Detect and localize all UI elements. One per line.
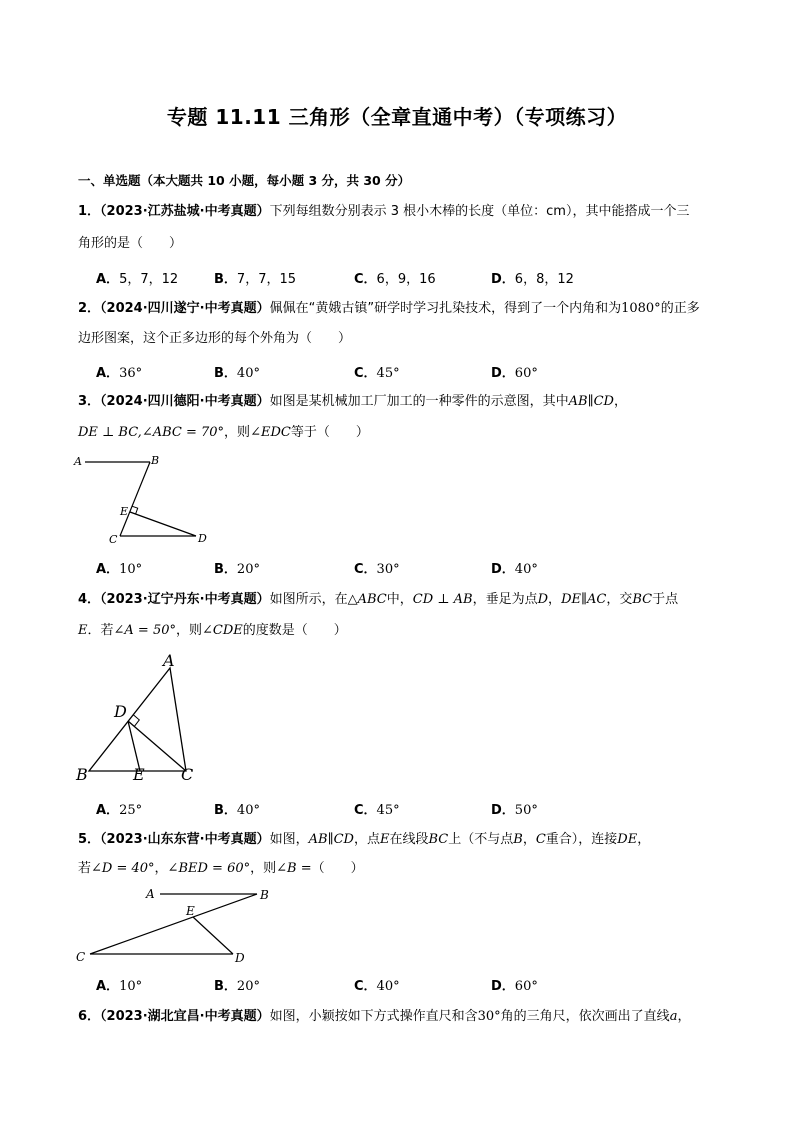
- segment-ed: [193, 917, 233, 954]
- option-d[interactable]: D．50°: [491, 803, 538, 818]
- label-e: E: [186, 904, 195, 918]
- label-b: B: [151, 454, 160, 467]
- label-c: C: [109, 533, 118, 546]
- question-number: 1．: [78, 204, 101, 219]
- section-heading: 一、单选题（本大题共 10 小题，每小题 3 分，共 30 分）: [78, 173, 411, 188]
- option-a[interactable]: A．10°: [96, 979, 143, 994]
- question-text: 下列每组数分别表示 3 根小木棒的长度（单位：cm），其中能搭成一个三: [269, 204, 690, 219]
- option-c[interactable]: C．45°: [354, 803, 400, 818]
- option-b[interactable]: B．7，7，15: [214, 272, 297, 287]
- label-e: E: [133, 765, 145, 784]
- option-a[interactable]: A．5，7，12: [96, 272, 179, 287]
- segment-bc: [120, 462, 150, 536]
- question-5-figure: [70, 882, 280, 968]
- label-d: D: [198, 532, 207, 545]
- question-3-line-1: 3．（2024·四川德阳·中考真题）如图是某机械加工厂加工的一种零件的示意图，其中AB∥CD，: [78, 394, 627, 409]
- label-c: C: [181, 765, 194, 784]
- question-number: 5．: [78, 832, 101, 847]
- label-d: D: [235, 951, 245, 965]
- option-d[interactable]: D．60°: [491, 979, 538, 994]
- label-b: B: [76, 765, 88, 784]
- question-number: 6．: [78, 1009, 101, 1024]
- question-2-line-1: 2．（2024·四川遂宁·中考真题）佩佩在“黄娥古镇”研学时学习扎染技术，得到了一个内角和为1080°的正多: [78, 301, 700, 316]
- question-source: （2023·辽宁丹东·中考真题）: [100, 592, 270, 607]
- option-a[interactable]: A．25°: [96, 803, 143, 818]
- question-source: （2023·山东东营·中考真题）: [100, 832, 270, 847]
- option-b[interactable]: B．40°: [214, 803, 260, 818]
- question-5-line-2: 若∠D = 40°，∠BED = 60°，则∠B =（ ）: [78, 861, 364, 876]
- question-4-figure: [70, 648, 210, 788]
- segment-ed: [130, 512, 196, 536]
- question-source: （2024·四川德阳·中考真题）: [100, 394, 270, 409]
- right-angle-mark: [133, 715, 139, 727]
- segment-cd: [128, 721, 186, 771]
- label-a: A: [74, 455, 82, 468]
- option-c[interactable]: C．30°: [354, 562, 400, 577]
- label-d: D: [114, 702, 127, 721]
- question-number: 3．: [78, 394, 101, 409]
- segment-de: [128, 721, 140, 771]
- option-c[interactable]: C．40°: [354, 979, 400, 994]
- segment-bc: [90, 894, 257, 954]
- page-title: 专题 11.11 三角形（全章直通中考）（专项练习）: [166, 105, 628, 129]
- label-c: C: [76, 950, 86, 964]
- question-6-line-1: 6．（2023·湖北宜昌·中考真题）如图，小颖按如下方式操作直尺和含30°角的三角尺，依次画出了直线a，: [78, 1009, 691, 1024]
- label-a: A: [163, 651, 175, 670]
- triangle-abc: [89, 668, 186, 771]
- question-3-figure: [70, 448, 220, 548]
- option-d[interactable]: D．60°: [491, 366, 538, 381]
- option-d[interactable]: D．40°: [491, 562, 538, 577]
- question-5-line-1: 5．（2023·山东东营·中考真题）如图，AB∥CD，点E在线段BC上（不与点B，C重合），连接DE，: [78, 832, 651, 847]
- question-4-line-2: E．若∠A = 50°，则∠CDE的度数是（ ）: [78, 623, 347, 638]
- question-3-line-2: DE ⊥ BC,∠ABC = 70°，则∠EDC等于（ ）: [78, 425, 369, 440]
- label-e: E: [120, 505, 129, 518]
- option-c[interactable]: C．6，9，16: [354, 272, 436, 287]
- option-b[interactable]: B．20°: [214, 562, 260, 577]
- question-4-line-1: 4．（2023·辽宁丹东·中考真题）如图所示，在△ABC中，CD ⊥ AB，垂足为点D，DE∥AC，交BC于点: [78, 592, 679, 607]
- question-1-line-1: [78, 201, 689, 223]
- question-number: 2．: [78, 301, 101, 316]
- question-2-line-2: 边形图案，这个正多边形的每个外角为（ ）: [78, 331, 352, 346]
- question-source: （2023·湖北宜昌·中考真题）: [100, 1009, 270, 1024]
- question-number: 4．: [78, 592, 101, 607]
- label-b: B: [260, 888, 269, 902]
- option-b[interactable]: B．20°: [214, 979, 260, 994]
- label-a: A: [146, 887, 155, 901]
- option-d[interactable]: D．6，8，12: [491, 272, 574, 287]
- option-c[interactable]: C．45°: [354, 366, 400, 381]
- option-b[interactable]: B．40°: [214, 366, 260, 381]
- question-source: （2024·四川遂宁·中考真题）: [100, 301, 270, 316]
- question-1-line-2: 角形的是（ ）: [78, 236, 183, 251]
- question-source: （2023·江苏盐城·中考真题）: [100, 204, 270, 219]
- option-a[interactable]: A．36°: [96, 366, 143, 381]
- option-a[interactable]: A．10°: [96, 562, 143, 577]
